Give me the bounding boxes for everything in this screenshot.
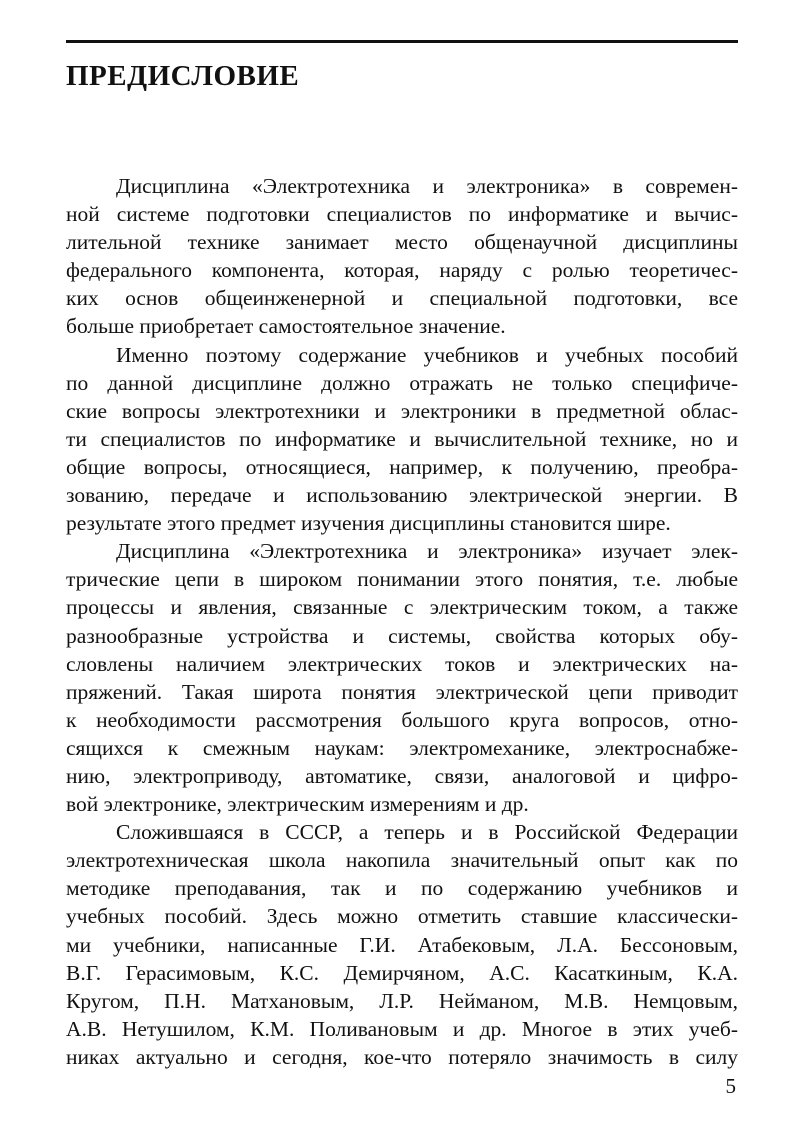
page-number: 5 bbox=[725, 1074, 736, 1098]
text-line: пряжений. Такая широта понятия электрической цепи приводит bbox=[66, 679, 738, 704]
text-line: методике преподавания, так и по содержанию учебников и bbox=[66, 876, 738, 901]
text-line: разнообразные устройства и системы, свойства которых обу- bbox=[66, 623, 738, 648]
text-line: Дисциплина «Электротехника и электроника» в современ- bbox=[116, 174, 738, 198]
text-line: федерального компонента, которая, наряду с ролью теоретичес- bbox=[66, 258, 738, 283]
text-line: сящихся к смежным наукам: электромеханике, электроснабже- bbox=[66, 735, 738, 760]
text-line: учебных пособий. Здесь можно отметить ставшие классически- bbox=[66, 904, 738, 929]
text-line: Сложившаяся в СССР, а теперь и в Российской Федерации bbox=[116, 820, 738, 845]
page-title: ПРЕДИСЛОВИЕ bbox=[66, 60, 300, 92]
text-line: процессы и явления, связанные с электрическим током, а также bbox=[66, 595, 738, 620]
text-line: лительной технике занимает место общенаучной дисциплины bbox=[66, 230, 738, 255]
text-line: общие вопросы, относящиеся, например, к получению, преобра- bbox=[66, 454, 738, 479]
text-line: А.В. Нетушилом, К.М. Поливановым и др. Многое в этих учеб- bbox=[66, 1016, 738, 1041]
text-line: ми учебники, написанные Г.И. Атабековым, Л.А. Бессоновым, bbox=[66, 932, 738, 957]
text-line: нию, электроприводу, автоматике, связи, аналоговой и цифро- bbox=[66, 763, 738, 788]
text-line: Дисциплина «Электротехника и электроника» изучает элек- bbox=[116, 539, 738, 564]
text-line: ких основ общеинженерной и специальной подготовки, все bbox=[66, 286, 738, 311]
text-line: к необходимости рассмотрения большого круга вопросов, отно- bbox=[66, 707, 738, 732]
text-line: по данной дисциплине должно отражать не только специфиче- bbox=[66, 370, 738, 395]
text-line: зованию, передаче и использованию электрической энергии. В bbox=[66, 483, 738, 508]
text-line: В.Г. Герасимовым, К.С. Демирчяном, А.С. Касаткиным, К.А. bbox=[66, 960, 738, 985]
text-line: Именно поэтому содержание учебников и учебных пособий bbox=[116, 342, 738, 367]
text-line: больше приобретает самостоятельное значение. bbox=[66, 314, 506, 339]
text-line: результате этого предмет изучения дисциплины становится шире. bbox=[66, 511, 671, 536]
text-line: электротехническая школа накопила значительный опыт как по bbox=[66, 848, 738, 873]
top-rule bbox=[66, 40, 738, 43]
text-line: ские вопросы электротехники и электроники в предметной облас- bbox=[66, 398, 738, 423]
body-text bbox=[66, 172, 738, 1071]
text-line: словлены наличием электрических токов и электрических на- bbox=[66, 651, 738, 676]
text-line: Кругом, П.Н. Матхановым, Л.Р. Нейманом, М.В. Немцовым, bbox=[66, 988, 738, 1013]
text-line: ной системе подготовки специалистов по информатике и вычис- bbox=[66, 202, 738, 227]
text-line: ти специалистов по информатике и вычислительной технике, но и bbox=[66, 426, 738, 451]
text-line: никах актуально и сегодня, кое-что потеряло значимость в силу bbox=[66, 1044, 738, 1069]
text-line: трические цепи в широком понимании этого понятия, т.е. любые bbox=[66, 567, 738, 592]
text-line: вой электронике, электрическим измерениям и др. bbox=[66, 792, 529, 817]
